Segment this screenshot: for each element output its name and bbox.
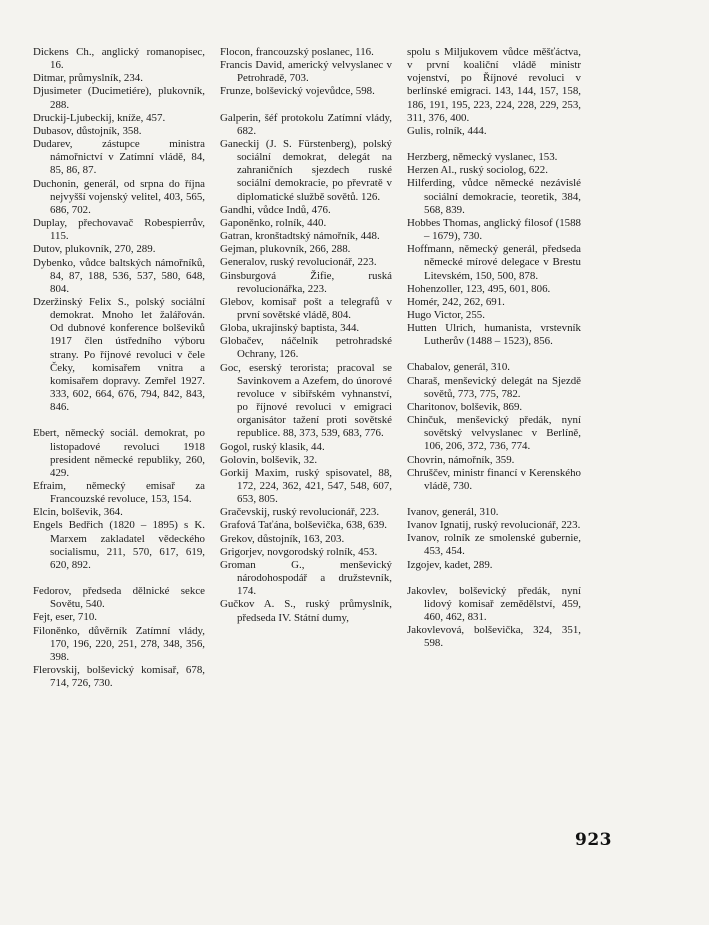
index-entry: Fejt, eser, 710.	[33, 611, 97, 624]
index-entry: Efraim, německý emisař za Francouzské revoluce, 153, 154.	[33, 480, 205, 506]
index-entry: Hilferding, vůdce německé nezávislé sociální demokracie, teoretik, 384, 568, 839.	[407, 177, 581, 216]
index-entry: Druckij-Ljubeckij, kníže, 457.	[33, 111, 166, 124]
index-entry: Chabalov, generál, 310.	[407, 361, 511, 374]
index-entry: Flerovskij, bolševický komisař, 678, 714, 726, 730.	[33, 664, 205, 690]
index-entry: Glebov, komisař pošt a telegrafů v první sovětské vládě, 804.	[220, 295, 392, 321]
index-entry: Ivanov, rolník ze smolenské gubernie, 453, 454.	[407, 532, 581, 558]
index-entry: Francis David, americký velvyslanec v Petrohradě, 703.	[220, 59, 392, 85]
index-entry: Ivanov, generál, 310.	[407, 506, 499, 518]
index-entry: Ginsburgová Žifie, ruská revolucionářka, 223.	[220, 269, 392, 295]
index-entry: Gogol, ruský klasik, 44.	[220, 440, 325, 453]
index-entry: Grigorjev, novgorodský rolník, 453.	[220, 545, 378, 558]
index-entry: Duplay, přechovavač Robespierrův, 115.	[33, 217, 205, 243]
index-entry: Elcin, bolševik, 364.	[33, 506, 123, 519]
index-entry: Herzberg, německý vyslanec, 153.	[407, 151, 558, 164]
index-column-3	[407, 46, 581, 651]
index-entry: Duchonin, generál, od srpna do října nejvyšší vojenský velitel, 403, 565, 686, 702.	[33, 177, 205, 216]
index-entry: Dickens Ch., anglický romanopisec, 16.	[33, 46, 205, 72]
index-entry: Gandhi, vůdce Indů, 476.	[220, 203, 331, 216]
index-entry: Ivanov Ignatij, ruský revolucionář, 223.	[407, 519, 581, 532]
index-entry: Goc, eserský terorista; pracoval se Savinkovem a Azefem, do únorové revoluce v sibiřském vyhnanství, po říjnové revoluci v emigraci organisátor tažení proti sovětské republice. 88, 373, 539, 683, 776.	[220, 361, 392, 440]
index-entry: Flocon, francouzský poslanec, 116.	[220, 46, 374, 58]
index-entry: Globačev, náčelník petrohradské Ochrany, 126.	[220, 335, 392, 361]
index-entry: Fedorov, předseda dělnické sekce Sovětu, 540.	[33, 585, 205, 611]
index-entry: Herzen Al., ruský sociolog, 622.	[407, 164, 548, 177]
index-entry: Djusimeter (Ducimetiére), plukovník, 288.	[33, 85, 205, 111]
index-entry: Globa, ukrajinský baptista, 344.	[220, 322, 360, 335]
index-entry: Jakovlev, bolševický předák, nyní lidový komisař zemědělství, 459, 460, 462, 831.	[407, 584, 581, 624]
index-entry: Hobbes Thomas, anglický filosof (1588 – 1679), 730.	[407, 216, 581, 243]
index-entry: Charitonov, bolševik, 869.	[407, 400, 523, 413]
index-entry: spolu s Miljukovem vůdce měšťáctva, v první koaliční vládě ministr vojenství, po Říjnové revoluci v berlínské emigraci. 143, 144, 157, 158, 186, 191, 195, 223, 224, 228, 229, 253, 311, 376, 400.	[407, 46, 581, 124]
index-entry: Izgojev, kadet, 289.	[407, 558, 493, 571]
index-entry: Grafová Taťána, bolševička, 638, 639.	[220, 519, 387, 532]
index-entry: Hohenzoller, 123, 495, 601, 806.	[407, 282, 551, 295]
index-entry: Hugo Victor, 255.	[407, 308, 485, 321]
index-entry: Filoněnko, důvěrník Zatímní vlády, 170, 196, 220, 251, 278, 348, 356, 398.	[33, 624, 205, 663]
index-entry: Ganeckij (J. S. Fürstenberg), polský sociální demokrat, delegát na zahraničních sjezdech ruské sociální demokracie, po převratě v diplomatické službě sovětů. 126.	[220, 137, 392, 203]
index-entry: Dzeržinský Felix S., polský sociální demokrat. Mnoho let žalářován. Od dubnové konference bolševiků 1917 člen ústředního výboru strany. Po říjnové revoluci v čele Čeky, komisařem vnitra a komisařem dopravy. Zemřel 1927. 333, 602, 664, 676, 794, 842, 843, 846.	[33, 295, 205, 414]
index-entry: Dutov, plukovník, 270, 289.	[33, 243, 156, 256]
index-entry: Groman G., menševický národohospodář a družstevník, 174.	[220, 558, 392, 598]
index-entry: Dybenko, vůdce baltských námořníků, 84, 87, 188, 536, 537, 580, 648, 804.	[33, 256, 205, 295]
index-entry: Dudarev, zástupce ministra námořnictví v Zatímní vládě, 84, 85, 86, 87.	[33, 138, 205, 177]
index-entry: Gatran, kronštadtský námořník, 448.	[220, 230, 380, 243]
index-entry: Jakovlevová, bolševička, 324, 351, 598.	[407, 624, 581, 650]
index-entry: Hoffmann, německý generál, předseda německé mírové delegace v Brestu Litevském, 150, 500, 878.	[407, 243, 581, 282]
index-entry: Homér, 242, 262, 691.	[407, 295, 505, 308]
index-entry: Gučkov A. S., ruský průmyslník, předseda IV. Státní dumy,	[220, 598, 392, 624]
page-number: 923	[575, 830, 612, 850]
index-entry: Chruščev, ministr financí v Kerenského vládě, 730.	[407, 466, 581, 492]
index-entry: Ditmar, průmyslník, 234.	[33, 72, 143, 85]
index-entry: Generalov, ruský revolucionář, 223.	[220, 256, 377, 269]
index-entry: Charaš, menševický delegát na Sjezdě sovětů, 773, 775, 782.	[407, 374, 581, 400]
index-column-2	[220, 46, 392, 625]
index-entry: Galperin, šéf protokolu Zatímní vlády, 682.	[220, 111, 392, 137]
index-entry: Gejman, plukovník, 266, 288.	[220, 243, 351, 256]
index-entry: Gračevskij, ruský revolucionář, 223.	[220, 506, 380, 519]
index-column-1	[33, 46, 205, 690]
index-entry: Ebert, německý sociál. demokrat, po listopadové revoluci 1918 president německé republiky, 260, 429.	[33, 427, 205, 479]
index-entry: Golovin, bolševik, 32.	[220, 453, 318, 466]
index-entry: Gorkij Maxim, ruský spisovatel, 88, 172, 224, 362, 421, 547, 548, 607, 653, 805.	[220, 466, 392, 506]
index-entry: Hutten Ulrich, humanista, vrstevník Lutherův (1488 – 1523), 856.	[407, 322, 581, 348]
index-entry: Gulis, rolník, 444.	[407, 124, 487, 137]
index-entry: Frunze, bolševický vojevůdce, 598.	[220, 85, 375, 98]
index-entry: Dubasov, důstojník, 358.	[33, 124, 142, 137]
index-entry: Engels Bedřich (1820 – 1895) s K. Marxem zakladatel vědeckého socialismu, 211, 570, 617, 619, 620, 892.	[33, 519, 205, 571]
index-entry: Chovrin, námořník, 359.	[407, 453, 515, 466]
index-entry: Chinčuk, menševický předák, nyní sovětský velvyslanec v Berlíně, 106, 206, 372, 736, 774.	[407, 414, 581, 453]
index-entry: Grekov, důstojník, 163, 203.	[220, 532, 345, 545]
index-entry: Gaponěnko, rolník, 440.	[220, 216, 327, 229]
